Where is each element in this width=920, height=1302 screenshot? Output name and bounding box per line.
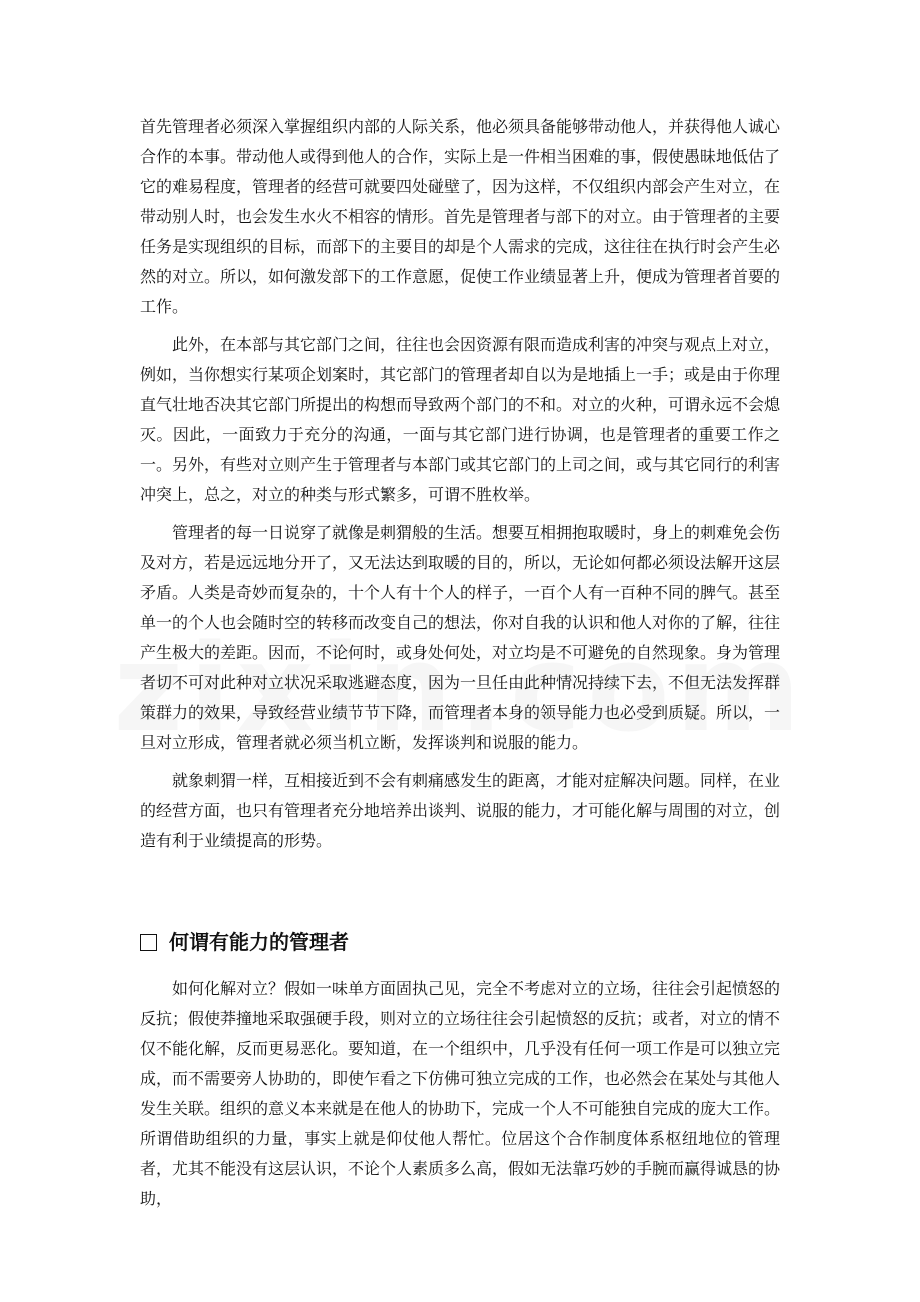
paragraph-5: 如何化解对立？假如一味单方面固执己见，完全不考虑对立的立场，往往会引起愤怒的反抗；假使莽撞地采取强硬手段，则对立的立场往往会引起愤怒的反抗；或者，对立的情不仅不能化解，反而更易恶化。要知道，在一个组织中，几乎没有任何一项工作是可以独立完成，而不需要旁人协助的，即使乍看之下仿佛可独立完成的工作，也必然会在某处与其他人发生关联。组织的意义本来就是在他人的协助下，完成一个人不可能独自完成的庞大工作。所谓借助组织的力量，事实上就是仰仗他人帮忙。位居这个合作制度体系枢纽地位的管理者，尤其不能没有这层认识，不论个人素质多么高，假如无法靠巧妙的手腕而赢得诚恳的协助， [140, 979, 781, 1208]
paragraph-3: 管理者的每一日说穿了就像是刺猬般的生活。想要互相拥抱取暖时，身上的刺难免会伤及对方，若是远远地分开了，又无法达到取暖的目的，所以，无论如何都必须设法解开这层矛盾。人类是奇妙而复杂的，十个人有十个人的样子，一百个人有一百种不同的脾气。甚至单一的个人也会随时空的转移而改变自己的想法，你对自我的认识和他人对你的了解，往往产生极大的差距。因而，不论何时，或身处何处，对立均是不可避免的自然现象。身为管理者切不可对此种对立状况采取逃避态度，因为一旦任由此种情况持续下去，不但无法发挥群策群力的效果，导致经营业绩节节下降，而管理者本身的领导能力也必受到质疑。所以，一旦对立形成，管理者就必须当机立断，发挥谈判和说服的能力。 [140, 523, 781, 752]
paragraph-4: 就象刺猬一样，互相接近到不会有刺痛感发生的距离，才能对症解决问题。同样，在业的经营方面，也只有管理者充分地培养出谈判、说服的能力，才可能化解与周围的对立，创造有利于业绩提高的形势。 [140, 771, 781, 850]
document-page [140, 112, 780, 1214]
section-heading [140, 926, 780, 958]
paragraph-2: 此外，在本部与其它部门之间，往往也会因资源有限而造成利害的冲突与观点上对立，例如，当你想实行某项企划案时，其它部门的管理者却自以为是地插上一手；或是由于你理直气壮地否决其它部门所提出的构想而导致两个部门的不和。对立的火种，可谓永远不会熄灭。因此，一面致力于充分的沟通，一面与其它部门进行协调，也是管理者的重要工作之一。另外，有些对立则产生于管理者与本部门或其它部门的上司之间，或与其它同行的利害冲突上，总之，对立的种类与形式繁多，可谓不胜枚举。 [140, 335, 781, 504]
paragraph-1: 首先管理者必须深入掌握组织内部的人际关系，他必须具备能够带动他人，并获得他人诚心合作的本事。带动他人或得到他人的合作，实际上是一件相当困难的事，假使愚昧地低估了它的难易程度，管理者的经营可就要四处碰壁了，因为这样，不仅组织内部会产生对立，在带动别人时，也会发生水火不相容的情形。首先是管理者与部下的对立。由于管理者的主要任务是实现组织的目标，而部下的主要目的却是个人需求的完成，这往往在执行时会产生必然的对立。所以，如何激发部下的工作意愿，促使工作业绩显著上升，便成为管理者首要的工作。 [140, 117, 781, 316]
section-heading-text: 何谓有能力的管理者 [169, 930, 349, 954]
square-bullet-icon [140, 934, 157, 951]
